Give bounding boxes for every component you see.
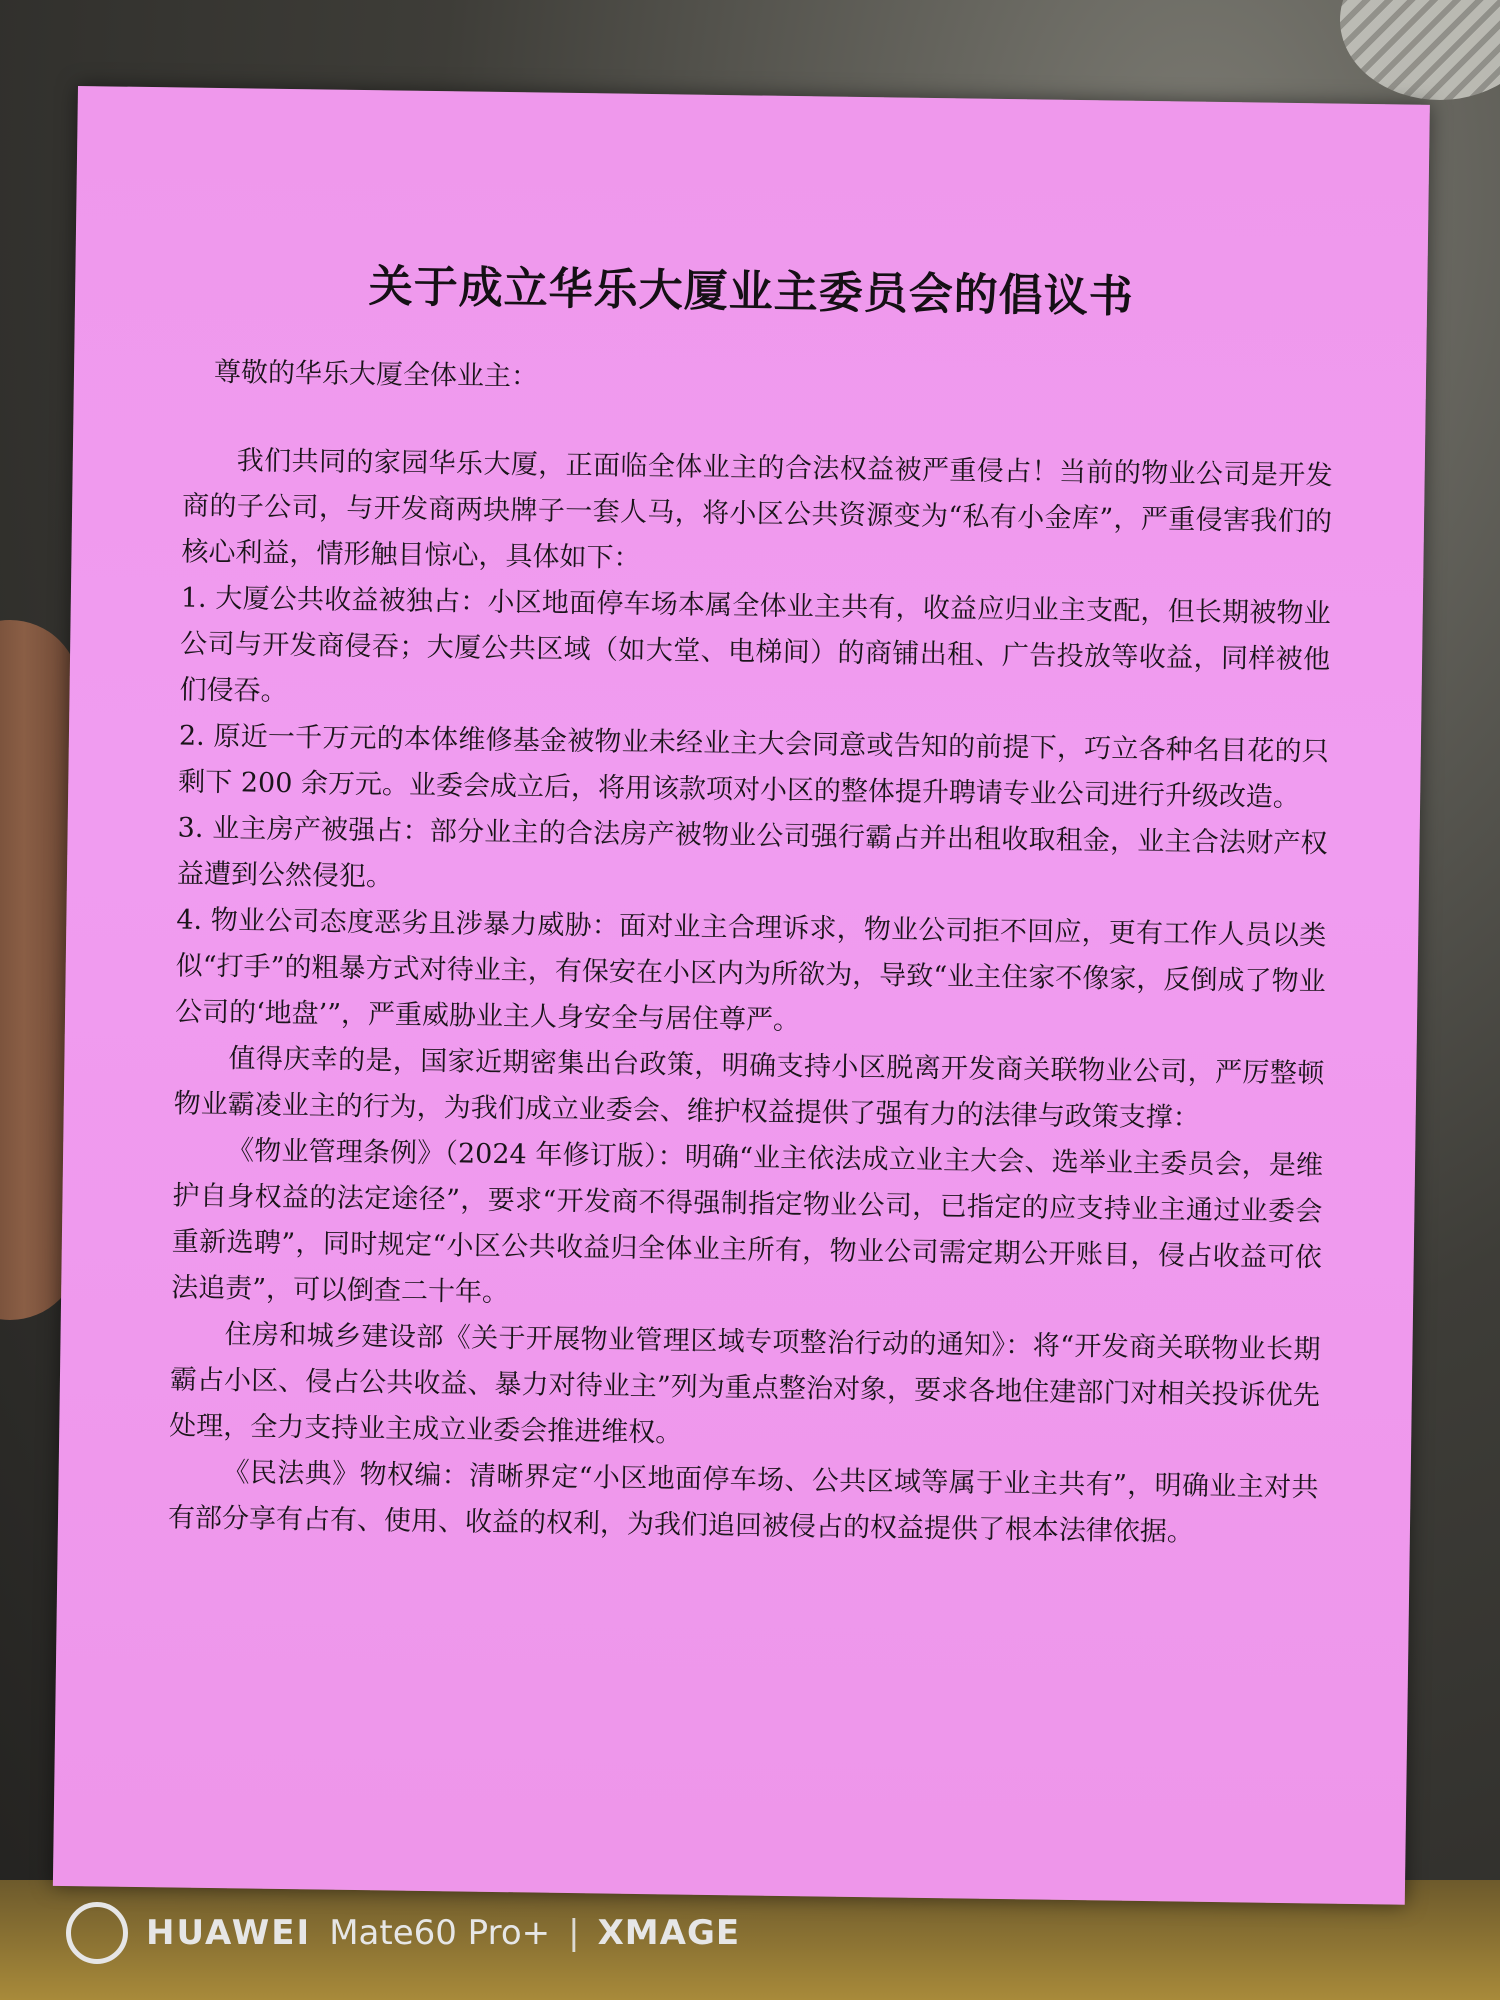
document-paragraph: 3. 业主房产被强占：部分业主的合法房产被物业公司强行霸占并出租收取租金，业主合法财产权益遭到公然侵犯。: [176, 812, 1328, 893]
watermark-brand: HUAWEI: [146, 1913, 312, 1953]
watermark-separator: |: [568, 1913, 580, 1953]
document-title: 关于成立华乐大厦业主委员会的倡议书: [368, 261, 1135, 323]
document-body: [168, 438, 1333, 1558]
document-paragraph: 4. 物业公司态度恶劣且涉暴力威胁：面对业主合理诉求，物业公司拒不回应，更有工作人员以类似“打手”的粗暴方式对待业主，有保安在小区内为所欲为，导致“业主住家不像家，反倒成了物业公司的‘地盘’”，严重威胁业主人身安全与居住尊严。: [174, 904, 1327, 1037]
document-paragraph: 《物业管理条例》（2024 年修订版）：明确“业主依法成立业主大会、选举业主委员会，是维护自身权益的法定途径”，要求“开发商不得强制指定物业公司，已指定的应支持业主通过业委会重新选聘”，同时规定“小区公共收益归全体业主所有，物业公司需定期公开账目，侵占收益可依法追责”，可以倒查二十年。: [171, 1135, 1324, 1309]
background-basket: [1340, 0, 1500, 100]
document-paragraph: 2. 原近一千万元的本体维修基金被物业未经业主大会同意或告知的前提下，巧立各种名目花的只剩下 200 余万元。业委会成立后，将用该款项对小区的整体提升聘请专业公司进行升级改造。: [178, 720, 1330, 814]
document-paragraph: 我们共同的家园华乐大厦，正面临全体业主的合法权益被严重侵占！当前的物业公司是开发商的子公司，与开发商两块牌子一套人马，将小区公共资源变为“私有小金库”，严重侵害我们的核心利益，情形触目惊心，具体如下：: [181, 445, 1333, 574]
flyer-paper: [53, 86, 1430, 1905]
leica-ring-icon: [66, 1902, 128, 1964]
document-paragraph: 值得庆幸的是，国家近期密集出台政策，明确支持小区脱离开发商关联物业公司，严厉整顿物业霸凌业主的行为，为我们成立业委会、维护权益提供了强有力的法律与政策支撑：: [173, 1043, 1325, 1134]
document-paragraph: 住房和城乡建设部《关于开展物业管理区域专项整治行动的通知》：将“开发商关联物业长期霸占小区、侵占公共收益、暴力对待业主”列为重点整治对象，要求各地住建部门对相关投诉优先处理，全力支持业主成立业委会推进维权。: [169, 1319, 1321, 1449]
camera-watermark: [66, 1898, 740, 1968]
document-paragraph: 1. 大厦公共收益被独占：小区地面停车场本属全体业主共有，收益应归业主支配，但长期被物业公司与开发商侵吞；大厦公共区域（如大堂、电梯间）的商铺出租、广告投放等收益，同样被他们侵吞。: [179, 582, 1331, 707]
document-paragraph: 《民法典》物权编：清晰界定“小区地面停车场、公共区域等属于业主共有”，明确业主对共有部分享有占有、使用、收益的权利，为我们追回被侵占的权益提供了根本法律依据。: [167, 1457, 1319, 1548]
document-greeting: 尊敬的华乐大厦全体业主：: [213, 356, 539, 393]
watermark-model: Mate60 Pro+: [329, 1913, 551, 1953]
watermark-xmage: XMAGE: [597, 1913, 741, 1953]
